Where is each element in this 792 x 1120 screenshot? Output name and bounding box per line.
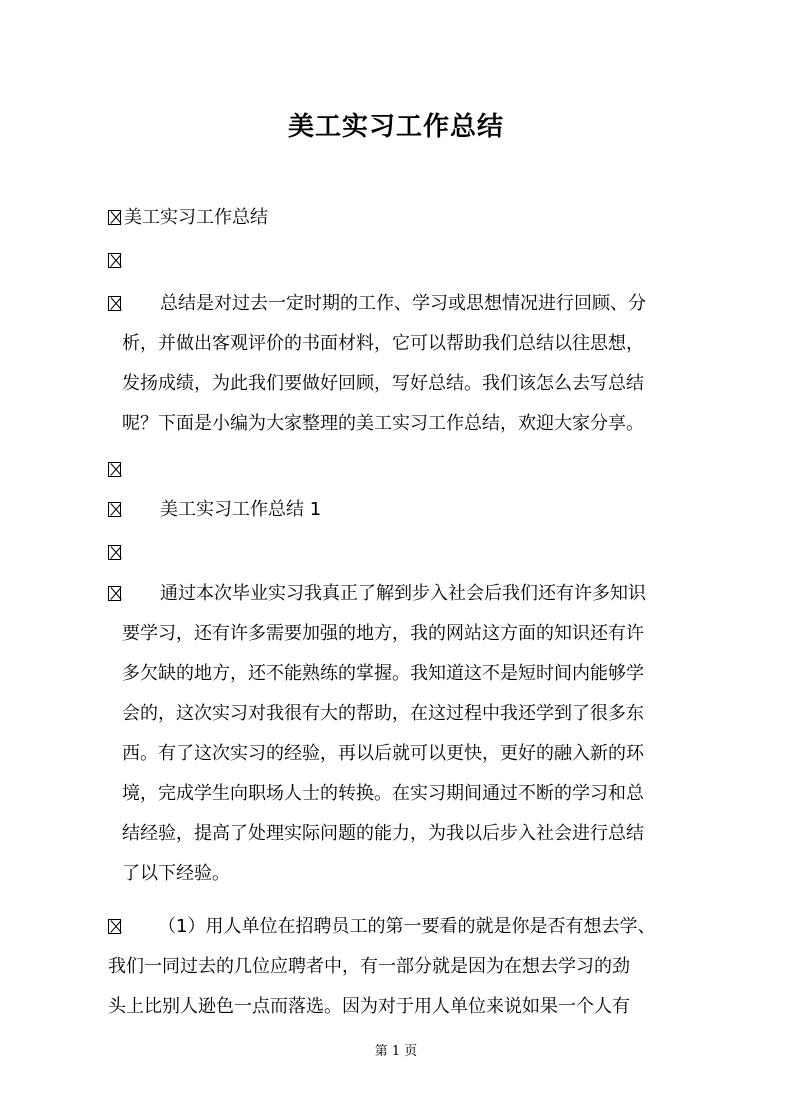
page-number: 第 1 页 [374,1044,418,1059]
body-line: 西。有了这次实习的经验，再以后就可以更快，更好的融入新的环 [122,743,644,764]
body-line: 要学习，还有许多需要加强的地方，我的网站这方面的知识还有许 [122,623,644,644]
point-paragraph [108,907,668,1027]
document-title: 美工实习工作总结 [287,112,504,142]
empty-line [108,241,668,281]
empty-line [108,450,668,490]
empty-line [108,533,668,573]
intro-line: 呢？下面是小编为大家整理的美工实习工作总结，欢迎大家分享。 [122,413,644,434]
body-paragraph [108,574,668,894]
missing-glyph-box-icon [108,586,121,601]
missing-glyph-box-icon [108,502,121,517]
intro-line: 发扬成绩，为此我们要做好回顾，写好总结。我们该怎么去写总结 [122,373,644,394]
point-line: 我们一同过去的几位应聘者中，有一部分就是因为在想去学习的劲 [108,956,630,977]
missing-glyph-box-icon [108,296,121,311]
point-line: 头上比别人逊色一点而落选。因为对于用人单位来说如果一个人有 [108,996,630,1017]
missing-glyph-box-icon [108,210,121,225]
missing-glyph-box-icon [108,462,121,477]
missing-glyph-box-icon [108,545,121,560]
heading-line [108,198,668,238]
missing-glyph-box-icon [108,919,121,934]
intro-line: 析，并做出客观评价的书面材料，它可以帮助我们总结以往思想， [122,333,644,354]
body-line: 通过本次毕业实习我真正了解到步入社会后我们还有许多知识 [160,583,646,604]
intro-paragraph [108,284,668,444]
body-line: 了以下经验。 [122,863,230,884]
heading-text: 美工实习工作总结 [124,207,268,228]
body-line: 结经验，提高了处理实际问题的能力，为我以后步入社会进行总结 [122,823,644,844]
body-line: 境，完成学生向职场人士的转换。在实习期间通过不断的学习和总 [122,783,644,804]
point-line: （1）用人单位在招聘员工的第一要看的就是你是否有想去学、 [158,916,656,937]
intro-line: 总结是对过去一定时期的工作、学习或思想情况进行回顾、分 [160,293,646,314]
section-title-line [108,490,668,530]
body-line: 多欠缺的地方，还不能熟练的掌握。我知道这不是短时间内能够学 [122,663,644,684]
section-title: 美工实习工作总结 1 [160,499,322,520]
missing-glyph-box-icon [108,253,121,268]
body-line: 会的，这次实习对我很有大的帮助，在这过程中我还学到了很多东 [122,703,644,724]
